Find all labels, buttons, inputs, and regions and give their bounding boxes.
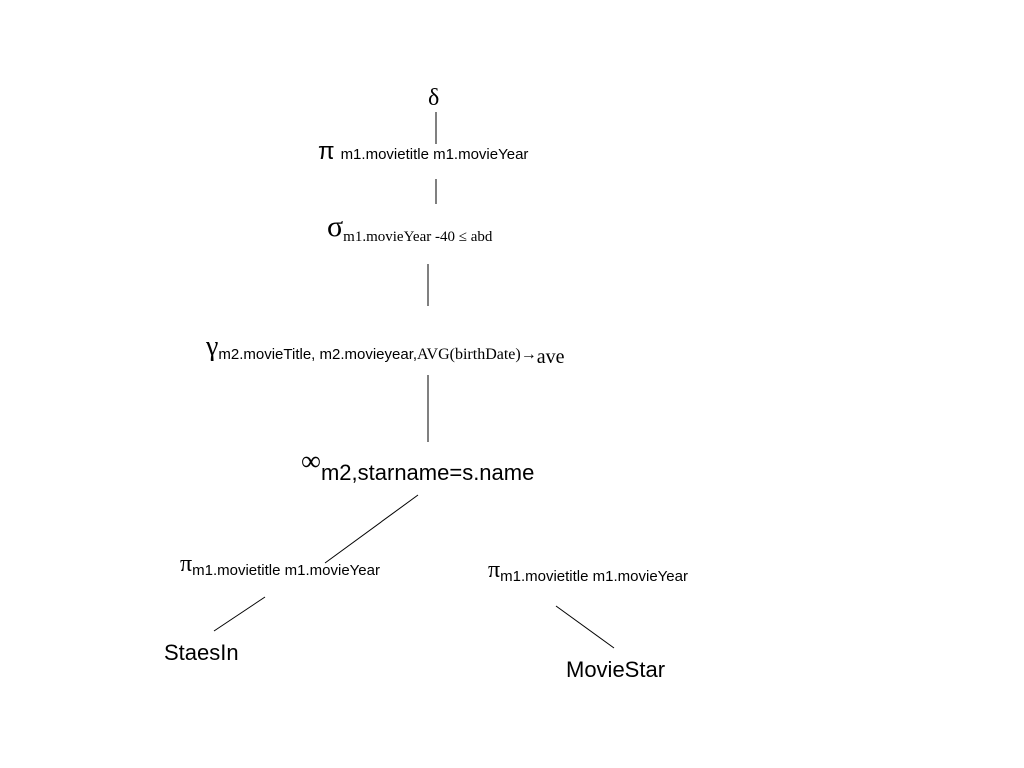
projection-left-symbol: π [180, 551, 193, 577]
delta-node [428, 86, 439, 110]
grouping-node [206, 331, 565, 368]
join-node [301, 446, 535, 485]
delta-symbol: δ [428, 85, 440, 111]
projection-left-node [180, 551, 380, 579]
join-condition: m2,starname=s.name [320, 460, 535, 485]
grouping-symbol: γ [206, 331, 219, 362]
projection-top-node [318, 140, 528, 164]
join-symbol: ∞ [301, 446, 321, 477]
grouping-aggregate: AVG(birthDate)→ [417, 346, 537, 363]
projection-symbol: π [318, 138, 335, 165]
projection-left-subscript: m1.movietitle m1.movieYear [192, 562, 380, 579]
selection-node [327, 210, 493, 245]
projection-right-node [488, 557, 688, 585]
selection-symbol: σ [327, 210, 344, 243]
selection-subscript: m1.movieYear -40 ≤ abd [343, 229, 493, 245]
projection-subscript: m1.movietitle m1.movieYear [340, 146, 529, 163]
projection-right-subscript: m1.movietitle m1.movieYear [500, 568, 688, 585]
grouping-alias: ave [536, 346, 565, 368]
leaf-staesin: StaesIn [164, 640, 239, 665]
projection-right-symbol: π [488, 557, 501, 583]
grouping-attributes: m2.movieTitle, m2.movieyear, [218, 346, 418, 363]
edge-projection-left-staesin [214, 597, 265, 631]
edge-projection-right-moviestar [556, 606, 614, 648]
leaf-moviestar: MovieStar [566, 657, 666, 682]
